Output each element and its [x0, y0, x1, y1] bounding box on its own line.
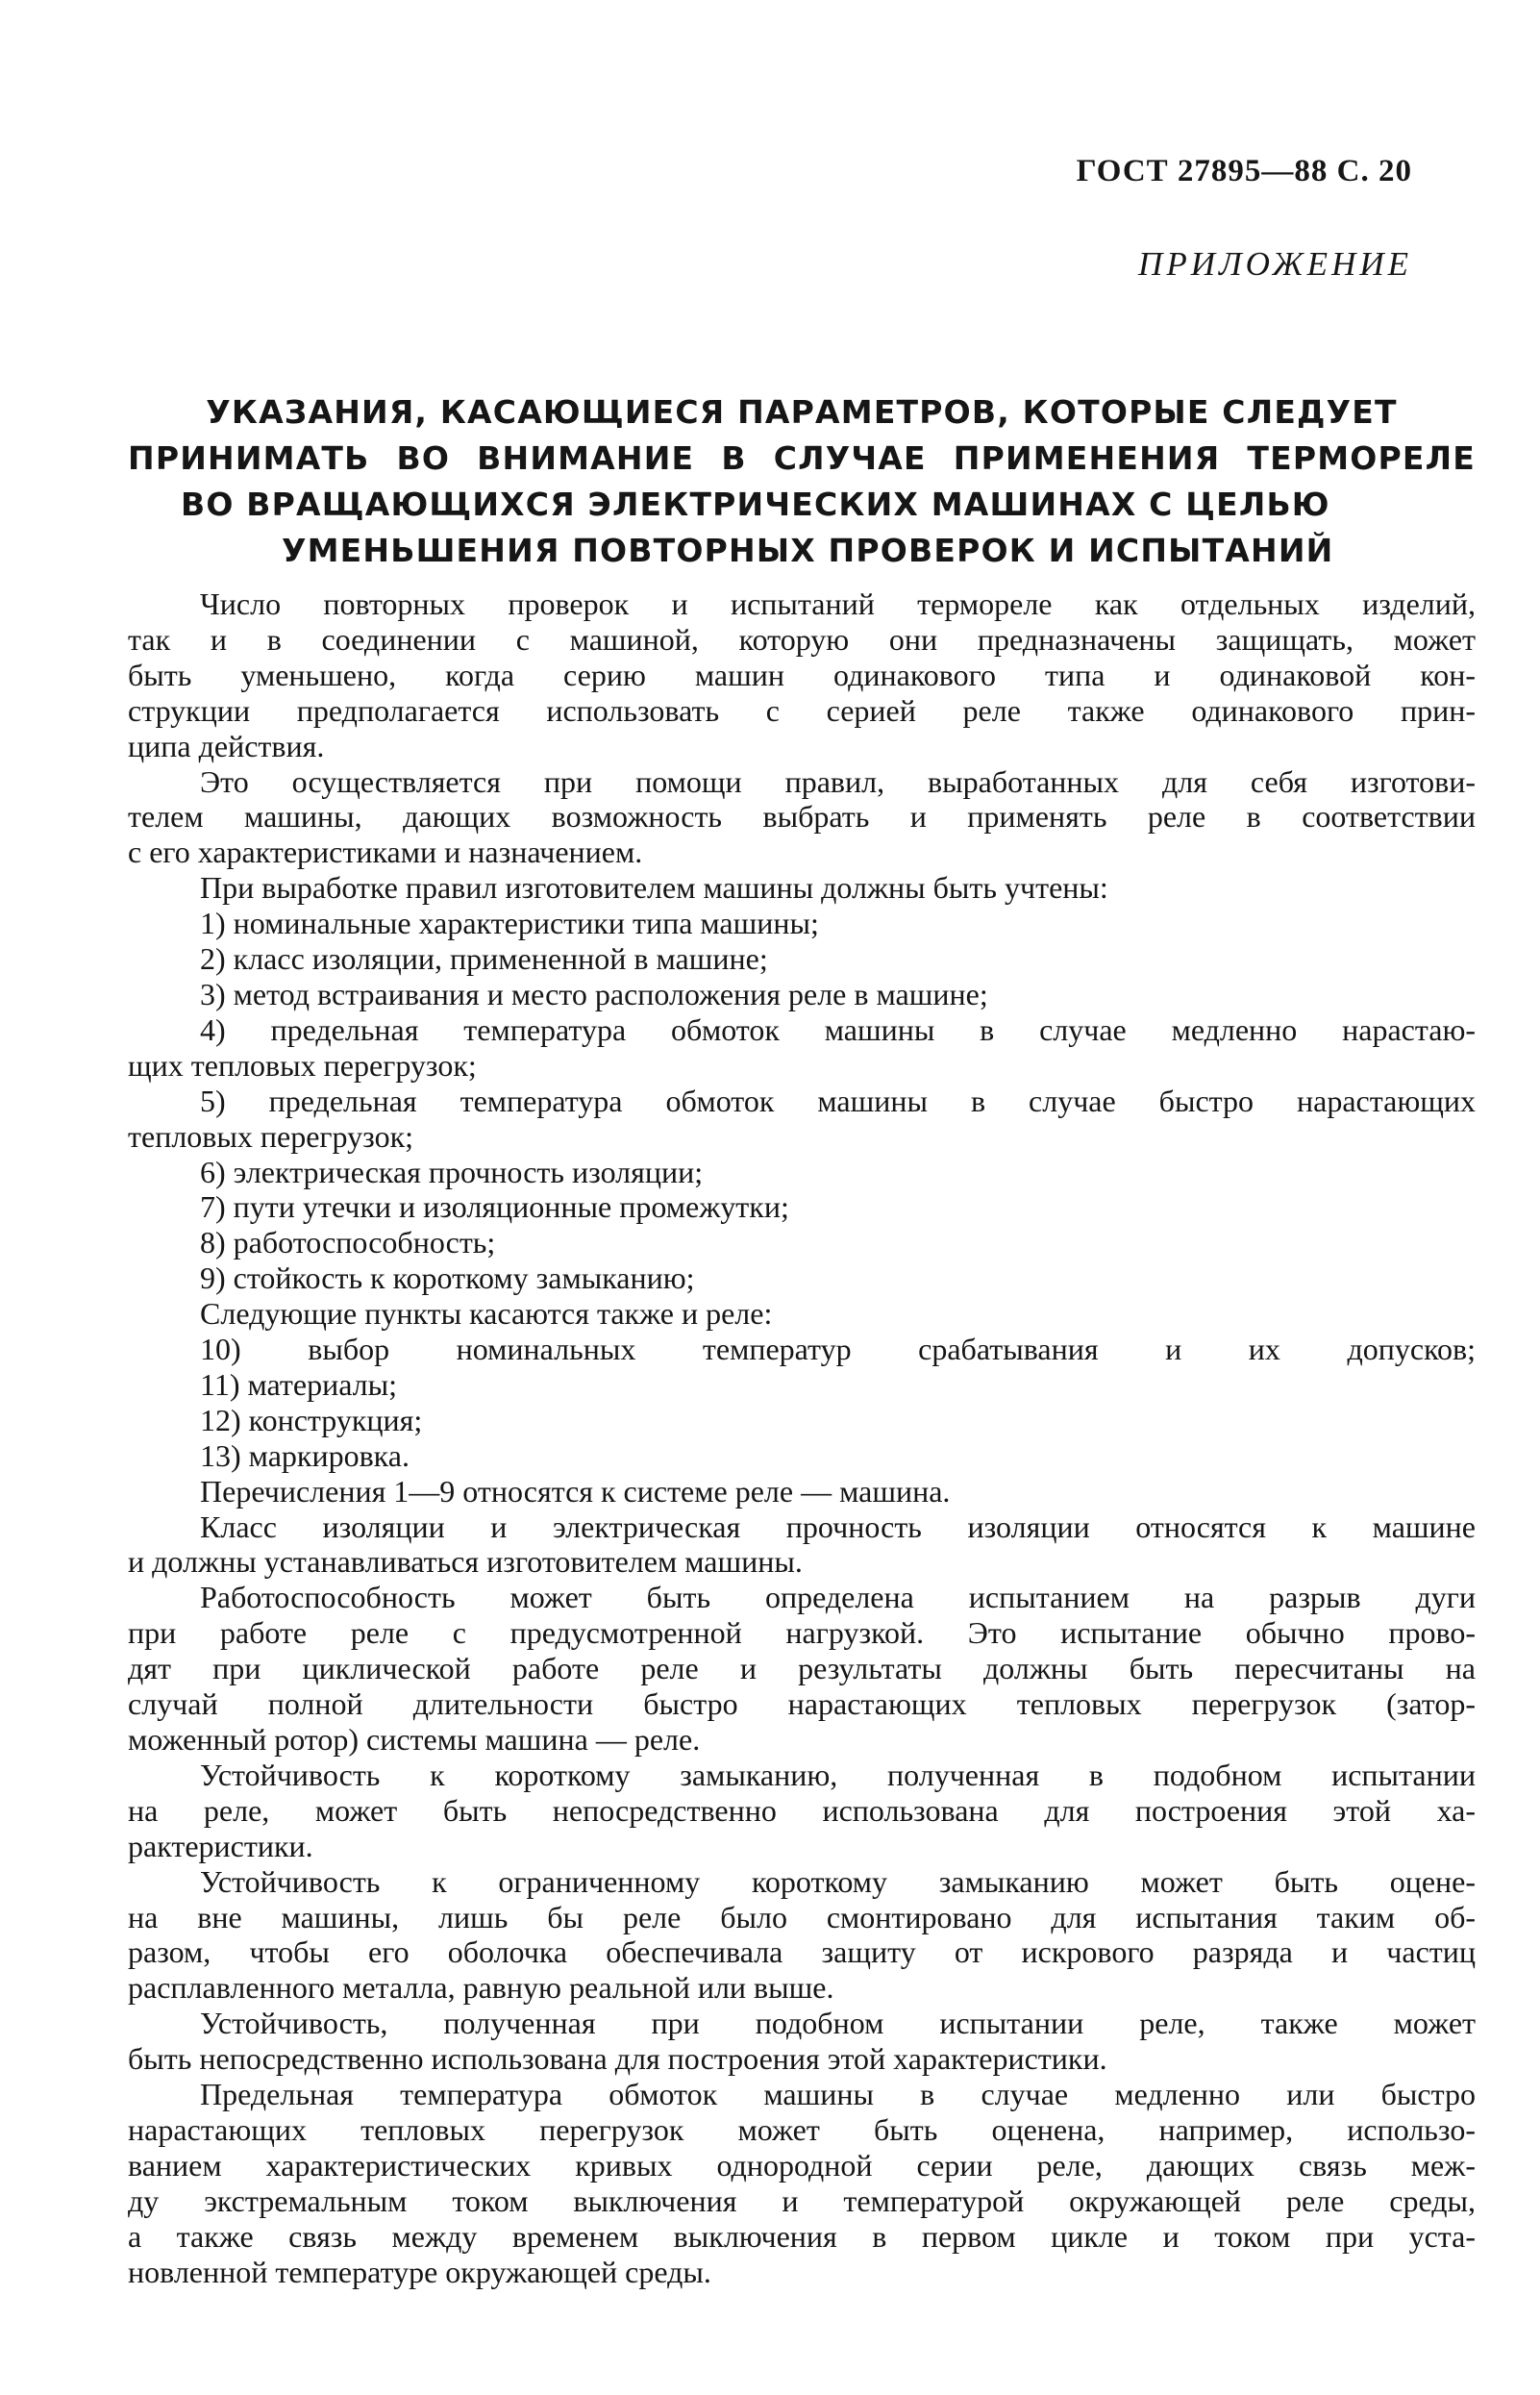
list-item: 8) работоспособность;: [200, 1225, 496, 1260]
text-line: Следующие пункты касаются также и реле:: [200, 1296, 773, 1332]
text-line: быть непосредственно использована для построения этой характеристики.: [128, 2041, 1107, 2077]
title-line: ПРИНИМАТЬ ВО ВНИМАНИЕ В СЛУЧАЕ ПРИМЕНЕНИЯ ТЕРМОРЕЛЕ: [128, 439, 1476, 477]
text-line: Число повторных проверок и испытаний термореле как отдельных изделий,: [200, 586, 1476, 621]
text-line: Устойчивость к короткому замыканию, полученная в подобном испытании: [200, 1757, 1476, 1792]
list-item: 11) материалы;: [200, 1366, 398, 1402]
list-item: 10) выбор номинальных температур срабатывания и их допусков;: [200, 1332, 1476, 1367]
text-line: нарастающих тепловых перегрузок может быть оценена, например, использо-: [128, 2111, 1476, 2147]
list-item: 13) маркировка.: [200, 1437, 410, 1473]
text-line: на реле, может быть непосредственно использована для построения этой ха-: [128, 1792, 1476, 1828]
text-line: дят при циклической работе реле и результаты должны быть пересчитаны на: [128, 1651, 1476, 1686]
text-line: струкции предполагается использовать с серией реле также одинакового прин-: [128, 692, 1476, 728]
document-reference: ГОСТ 27895—88 С. 20: [1076, 154, 1412, 188]
appendix-label: ПРИЛОЖЕНИЕ: [1138, 245, 1412, 283]
section-title: [128, 389, 1476, 574]
text-line: Устойчивость, полученная при подобном испытании реле, также может: [200, 2006, 1476, 2041]
text-line: ду экстремальным током выключения и температурой окружающей реле среды,: [128, 2183, 1476, 2218]
title-line: ВО ВРАЩАЮЩИХСЯ ЭЛЕКТРИЧЕСКИХ МАШИНАХ С ЦЕЛЬЮ: [181, 486, 1330, 523]
text-line: на вне машины, лишь бы реле было смонтировано для испытания таким об-: [128, 1899, 1476, 1934]
text-line: тепловых перегрузок;: [128, 1118, 414, 1154]
text-line: быть уменьшено, когда серию машин одинакового типа и одинаковой кон-: [128, 657, 1476, 692]
text-line: и должны устанавливаться изготовителем машины.: [128, 1544, 803, 1580]
text-line: Работоспособность может быть определена испытанием на разрыв дуги: [200, 1580, 1476, 1615]
text-line: ванием характеристических кривых однородной серии реле, дающих связь меж-: [128, 2147, 1476, 2183]
list-item: 7) пути утечки и изоляционные промежутки;: [200, 1189, 789, 1225]
text-line: Это осуществляется при помощи правил, выработанных для себя изготови-: [200, 763, 1476, 799]
text-line: а также связь между временем выключения в первом цикле и током при уста-: [128, 2218, 1476, 2254]
text-line: рактеристики.: [128, 1828, 313, 1863]
list-item: 6) электрическая прочность изоляции;: [200, 1154, 704, 1189]
text-line: телем машины, дающих возможность выбрать и применять реле в соответствии: [128, 799, 1476, 835]
list-item: 1) номинальные характеристики типа машины;: [200, 906, 819, 941]
text-line: при работе реле с предусмотренной нагрузкой. Это испытание обычно прово-: [128, 1615, 1476, 1651]
text-line: так и в соединении с машиной, которую они предназначены защищать, может: [128, 621, 1476, 657]
text-line: Перечисления 1—9 относятся к системе реле — машина.: [200, 1473, 951, 1509]
text-line: щих тепловых перегрузок;: [128, 1047, 477, 1083]
title-line: УМЕНЬШЕНИЯ ПОВТОРНЫХ ПРОВЕРОК И ИСПЫТАНИЙ: [282, 532, 1334, 569]
list-item: 5) предельная температура обмоток машины в случае быстро нарастающих: [200, 1083, 1476, 1118]
text-line: Устойчивость к ограниченному короткому замыканию может быть оцене-: [200, 1863, 1476, 1899]
text-line: Предельная температура обмоток машины в случае медленно или быстро: [200, 2077, 1476, 2112]
title-line: УКАЗАНИЯ, КАСАЮЩИЕСЯ ПАРАМЕТРОВ, КОТОРЫЕ СЛЕДУЕТ: [206, 393, 1398, 431]
list-item: 9) стойкость к короткому замыканию;: [200, 1260, 695, 1296]
list-item: 4) предельная температура обмоток машины в случае медленно нарастаю-: [200, 1011, 1476, 1047]
text-line: При выработке правил изготовителем машины должны быть учтены:: [200, 870, 1108, 906]
body-text: [128, 586, 1476, 2290]
list-item: 3) метод встраивания и место расположения реле в машине;: [200, 976, 988, 1011]
text-line: новленной температуре окружающей среды.: [128, 2254, 711, 2289]
text-line: разом, чтобы его оболочка обеспечивала защиту от искрового разряда и частиц: [128, 1934, 1476, 1970]
text-line: расплавленного металла, равную реальной или выше.: [128, 1970, 834, 2006]
list-item: 12) конструкция;: [200, 1402, 423, 1437]
text-line: моженный ротор) системы машина — реле.: [128, 1722, 701, 1757]
text-line: Класс изоляции и электрическая прочность изоляции относятся к машине: [200, 1509, 1476, 1544]
text-line: ципа действия.: [128, 728, 325, 763]
text-line: с его характеристиками и назначением.: [128, 835, 643, 870]
list-item: 2) класс изоляции, примененной в машине;: [200, 941, 768, 977]
text-line: случай полной длительности быстро нарастающих тепловых перегрузок (затор-: [128, 1686, 1476, 1722]
